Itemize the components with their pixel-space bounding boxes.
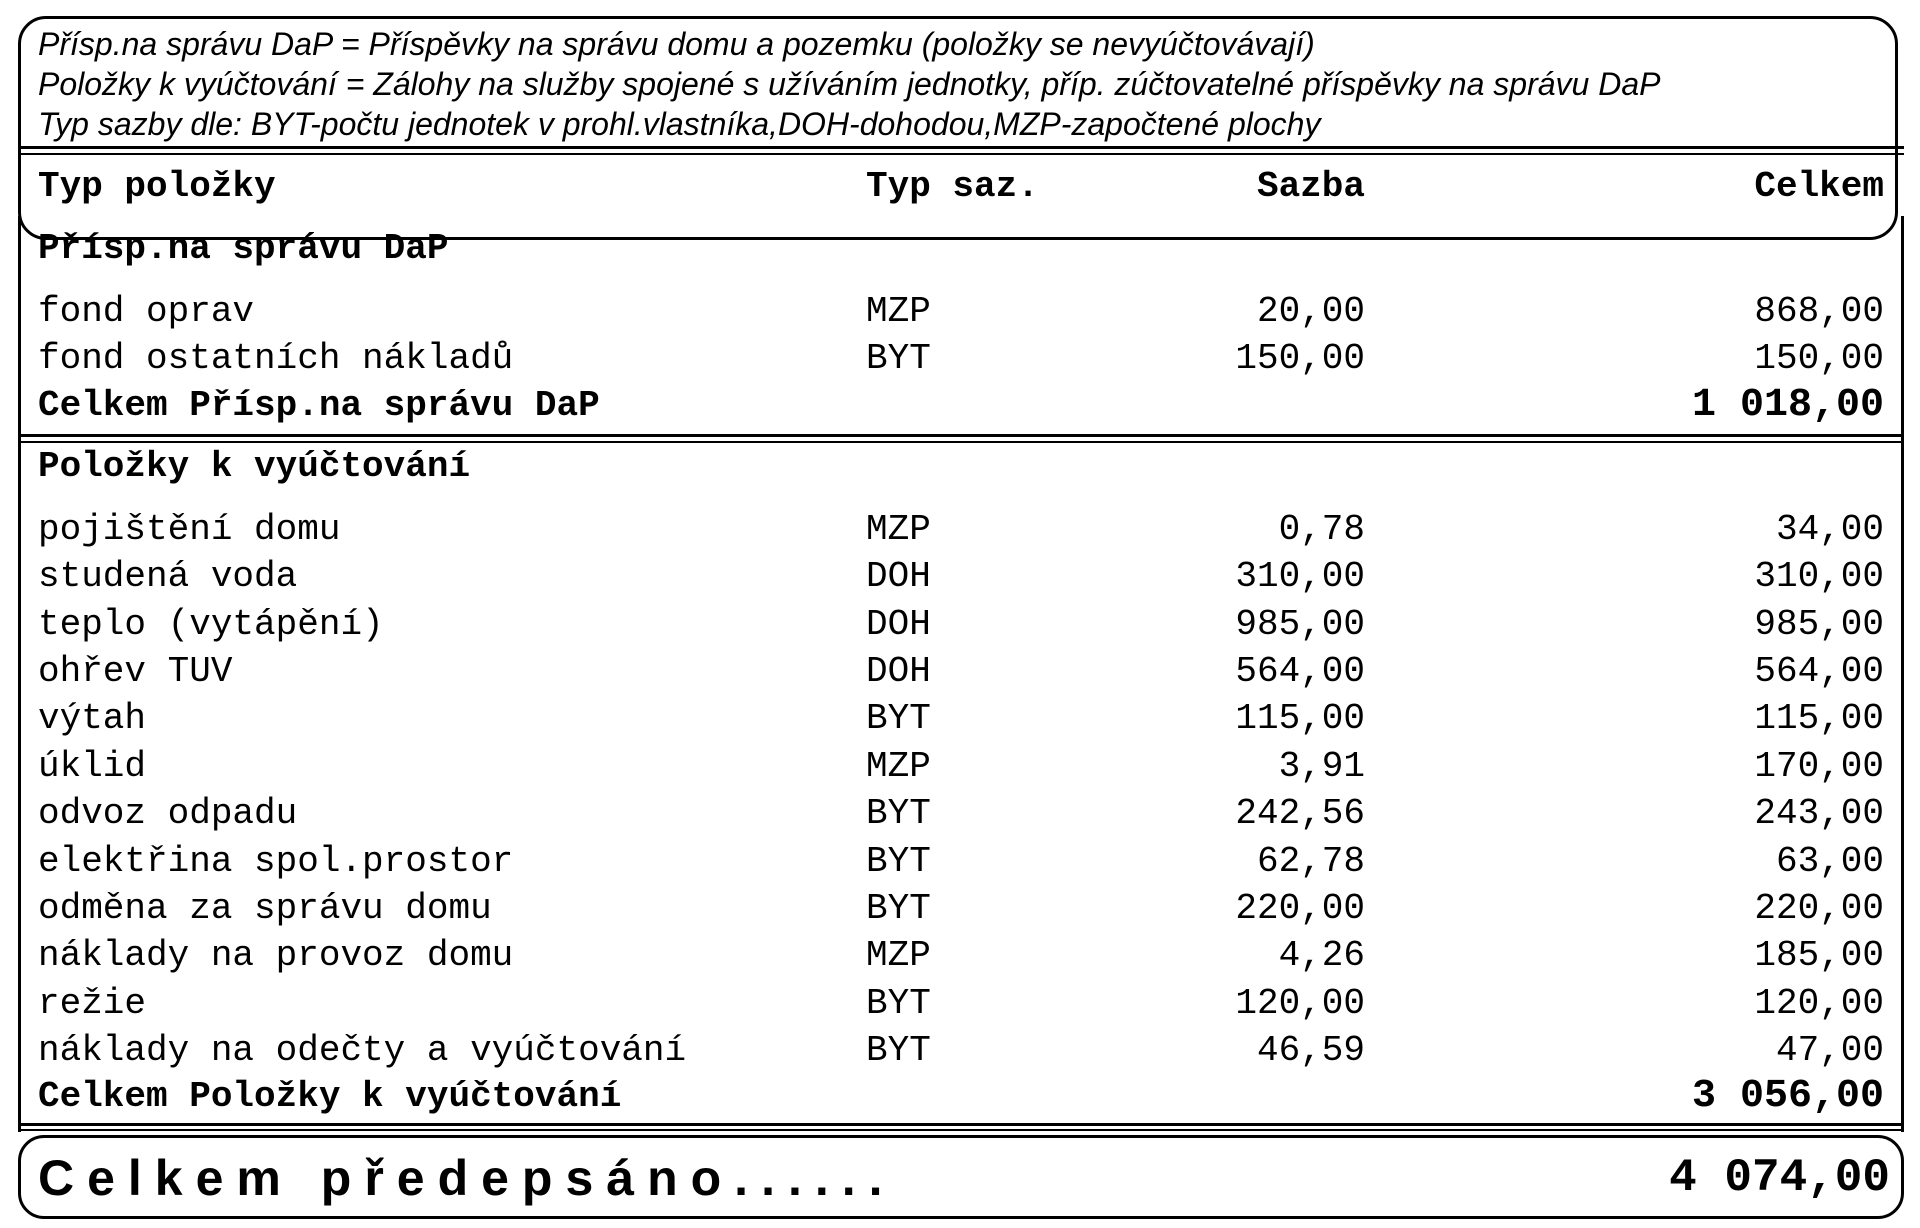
row-name: pojištění domu [38, 509, 341, 550]
total-divider-inner [18, 1129, 1904, 1131]
row-total: 243,00 [1754, 793, 1884, 834]
row-name: odvoz odpadu [38, 793, 298, 834]
column-header-rate: Sazba [1256, 166, 1365, 207]
row-total: 150,00 [1754, 338, 1884, 379]
row-name: fond ostatních nákladů [38, 338, 514, 379]
legend-line-1: Přísp.na správu DaP = Příspěvky na správu domu a pozemku (položky se nevyúčtovávají) [38, 26, 1315, 62]
row-rate: 20,00 [1256, 291, 1365, 332]
total-divider [18, 1123, 1904, 1126]
row-rate-type: BYT [866, 841, 931, 882]
row-rate: 46,59 [1256, 1030, 1365, 1071]
row-rate-type: MZP [866, 746, 931, 787]
subtotal-label: Celkem Položky k vyúčtování [38, 1076, 622, 1117]
row-name: úklid [38, 746, 147, 787]
row-name: ohřev TUV [38, 651, 233, 692]
row-rate-type: MZP [866, 935, 931, 976]
row-rate: 120,00 [1235, 983, 1365, 1024]
row-rate: 564,00 [1235, 651, 1365, 692]
grand-total-label: Celkem předepsáno...... [38, 1150, 896, 1206]
row-rate-type: MZP [866, 509, 931, 550]
row-name: elektřina spol.prostor [38, 841, 514, 882]
table-right-border [1901, 216, 1904, 1132]
row-total: 868,00 [1754, 291, 1884, 332]
row-name: náklady na provoz domu [38, 935, 514, 976]
row-rate: 0,78 [1278, 509, 1365, 550]
row-name: výtah [38, 698, 147, 739]
legend-line-2: Položky k vyúčtování = Zálohy na služby spojené s užíváním jednotky, příp. zúčtovatelné příspěvky na správu DaP [38, 66, 1661, 102]
row-rate: 220,00 [1235, 888, 1365, 929]
row-rate: 3,91 [1278, 746, 1365, 787]
row-name: režie [38, 983, 147, 1024]
row-rate: 242,56 [1235, 793, 1365, 834]
row-name: náklady na odečty a vyúčtování [38, 1030, 687, 1071]
column-header-total: Celkem [1754, 166, 1884, 207]
row-rate-type: DOH [866, 556, 931, 597]
row-rate: 985,00 [1235, 604, 1365, 645]
table-left-border [18, 216, 21, 1132]
column-header-rate-type: Typ saz. [866, 166, 1039, 207]
row-rate-type: BYT [866, 1030, 931, 1071]
row-total: 310,00 [1754, 556, 1884, 597]
row-rate-type: MZP [866, 291, 931, 332]
row-rate-type: BYT [866, 793, 931, 834]
legend-divider-inner [18, 153, 1904, 155]
row-rate-type: DOH [866, 651, 931, 692]
row-name: odměna za správu domu [38, 888, 492, 929]
row-total: 34,00 [1775, 509, 1884, 550]
row-rate-type: DOH [866, 604, 931, 645]
section-title: Přísp.na správu DaP [38, 228, 449, 269]
row-rate: 4,26 [1278, 935, 1365, 976]
row-rate-type: BYT [866, 888, 931, 929]
row-total: 220,00 [1754, 888, 1884, 929]
section-divider [18, 434, 1904, 437]
row-name: studená voda [38, 556, 298, 597]
row-total: 120,00 [1754, 983, 1884, 1024]
legend-line-3: Typ sazby dle: BYT-počtu jednotek v prohl.vlastníka,DOH-dohodou,MZP-započtené plochy [38, 106, 1321, 142]
column-header-item-type: Typ položky [38, 166, 276, 207]
row-total: 185,00 [1754, 935, 1884, 976]
row-rate-type: BYT [866, 698, 931, 739]
row-rate: 310,00 [1235, 556, 1365, 597]
row-total: 63,00 [1775, 841, 1884, 882]
row-total: 170,00 [1754, 746, 1884, 787]
row-total: 115,00 [1754, 698, 1884, 739]
row-name: teplo (vytápění) [38, 604, 384, 645]
legend-divider [18, 146, 1904, 149]
subtotal-value: 3 056,00 [1691, 1074, 1884, 1119]
row-rate: 62,78 [1256, 841, 1365, 882]
row-rate-type: BYT [866, 983, 931, 1024]
row-rate: 150,00 [1235, 338, 1365, 379]
subtotal-value: 1 018,00 [1691, 383, 1884, 428]
row-rate: 115,00 [1235, 698, 1365, 739]
grand-total-value: 4 074,00 [1669, 1152, 1890, 1204]
row-name: fond oprav [38, 291, 255, 332]
row-rate-type: BYT [866, 338, 931, 379]
row-total: 564,00 [1754, 651, 1884, 692]
section-title: Položky k vyúčtování [38, 446, 471, 487]
row-total: 985,00 [1754, 604, 1884, 645]
row-total: 47,00 [1775, 1030, 1884, 1071]
subtotal-label: Celkem Přísp.na správu DaP [38, 385, 600, 426]
